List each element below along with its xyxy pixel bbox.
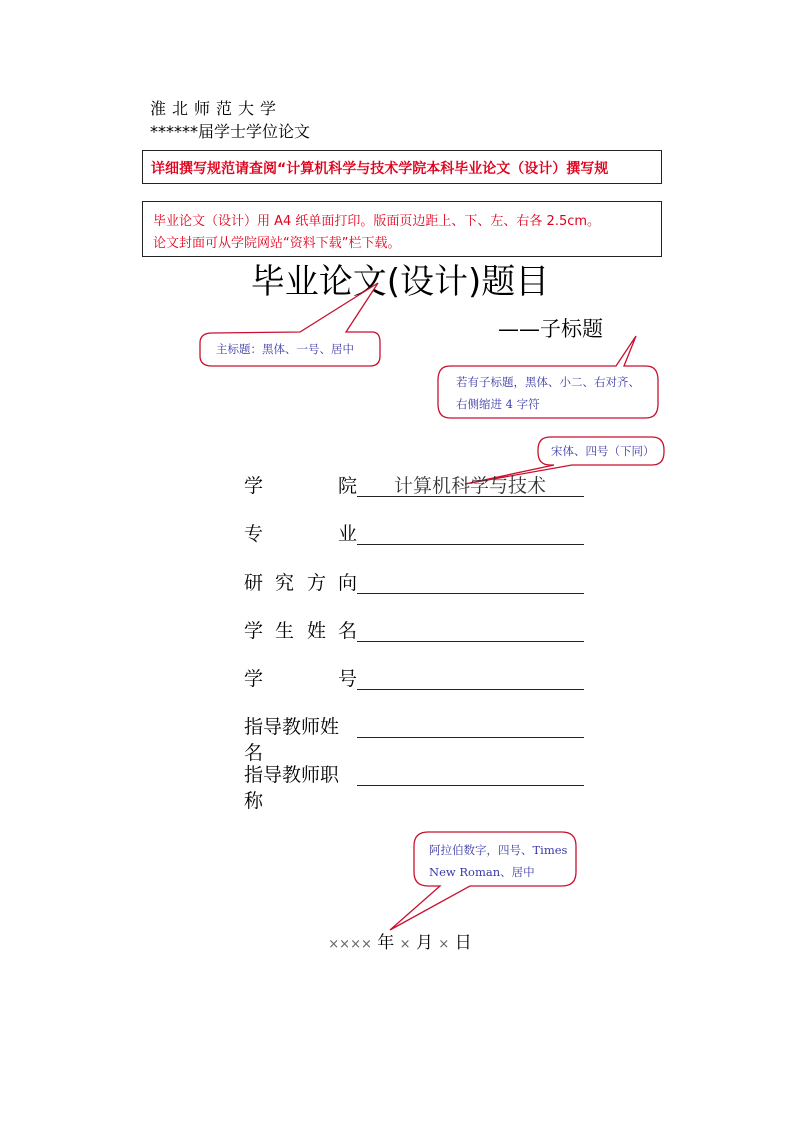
- field-advisor-title-underline: [357, 785, 584, 786]
- label-char: 学: [244, 620, 264, 642]
- label-char: 院: [338, 475, 358, 497]
- field-advisor-title-label: 指导教师职称: [244, 764, 340, 812]
- field-student-id-label: [244, 666, 356, 692]
- notice-text: 详细撰写规范请查阅“计算机科学与技术学院本科毕业论文（设计）撰写规: [151, 161, 609, 177]
- field-advisor-title: [244, 762, 584, 812]
- month-unit: 月: [415, 933, 433, 953]
- field-student-name-underline: [357, 641, 584, 642]
- day-unit: 日: [454, 933, 472, 953]
- label-char: 学: [244, 668, 264, 690]
- field-advisor-name-underline: [357, 737, 584, 738]
- main-title-note: 主标题：黑体、一号、居中: [216, 342, 354, 356]
- label-char: 究: [275, 572, 295, 594]
- day-placeholder: ×: [438, 937, 450, 952]
- field-student-id: [244, 666, 584, 692]
- field-student-id-underline: [357, 689, 584, 690]
- field-college: [244, 473, 584, 499]
- field-major-underline: [357, 544, 584, 545]
- month-placeholder: ×: [399, 937, 411, 952]
- field-advisor-name: [244, 714, 584, 764]
- degree-line: ******届学士学位论文: [150, 122, 311, 141]
- print-instructions-line1: 毕业论文（设计）用 A4 纸单面打印。版面页边距上、下、左、右各 2.5cm。: [153, 214, 601, 229]
- university-name: 淮北师范大学: [150, 99, 283, 118]
- label-char: 向: [338, 572, 358, 594]
- label-char: 学: [244, 475, 264, 497]
- field-college-label: [244, 473, 356, 499]
- date-note-line1: 阿拉伯数字，四号、Times: [429, 843, 568, 857]
- field-research-direction-underline: [357, 593, 584, 594]
- year-placeholder: ××××: [328, 937, 372, 952]
- label-char: 号: [338, 668, 358, 690]
- label-char: 业: [338, 523, 358, 545]
- field-research-direction-label: [244, 570, 356, 596]
- field-research-direction: [244, 570, 584, 596]
- date-line: [0, 928, 800, 953]
- date-note-line2: New Roman、居中: [429, 865, 535, 879]
- field-student-name-label: [244, 618, 356, 644]
- label-char: 方: [307, 572, 327, 594]
- thesis-title: 毕业论文(设计)题目: [250, 262, 550, 302]
- field-major-label: [244, 521, 356, 547]
- thesis-subtitle: ——子标题: [498, 317, 603, 341]
- label-char: 研: [244, 572, 264, 594]
- label-char: 生: [275, 620, 295, 642]
- subtitle-note-line2: 右侧缩进 4 字符: [456, 397, 540, 411]
- label-char: 姓: [307, 620, 327, 642]
- field-major: [244, 521, 584, 547]
- field-college-value[interactable]: 计算机科学与技术: [394, 475, 547, 497]
- label-char: 名: [338, 620, 358, 642]
- year-unit: 年: [377, 933, 395, 953]
- label-char: 专: [244, 523, 264, 545]
- field-student-name: [244, 618, 584, 644]
- field-advisor-name-label: 指导教师姓名: [244, 716, 340, 764]
- print-instructions-line2: 论文封面可从学院网站“资料下载”栏下载。: [153, 236, 401, 251]
- field-style-note: 宋体、四号（下同）: [551, 444, 655, 458]
- subtitle-note-line1: 若有子标题，黑体、小二、右对齐、: [456, 375, 640, 389]
